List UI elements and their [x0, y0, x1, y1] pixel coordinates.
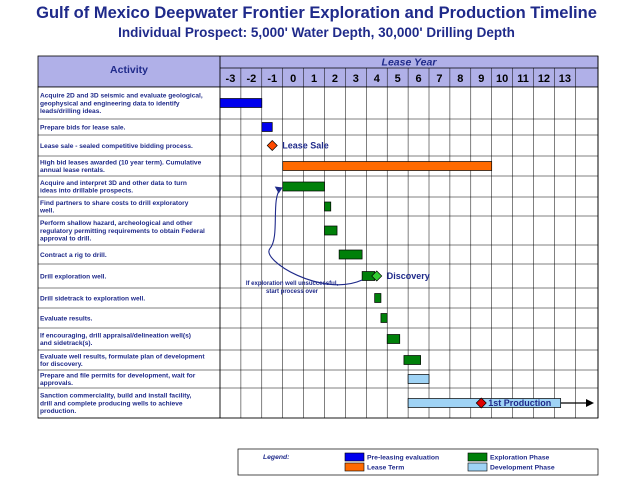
chart-subtitle: Individual Prospect: 5,000' Water Depth, 30,000' Drilling Depth	[118, 25, 515, 40]
task-bar	[408, 375, 429, 384]
legend-label: Pre-leasing evaluation	[367, 454, 440, 462]
activity-label: Lease sale - sealed competitive bidding process.	[40, 142, 193, 150]
task-bar	[339, 250, 362, 259]
x-tick-label: 10	[496, 73, 509, 85]
task-bar	[375, 294, 381, 303]
x-tick-label: 6	[415, 73, 422, 85]
task-bar	[283, 162, 492, 171]
legend-swatch	[468, 453, 487, 461]
activity-label: Acquire 2D and 3D seismic and evaluate geological, geophysical and engineering data to identify leads/drilling ideas.	[40, 92, 203, 115]
activity-label: High bid leases awarded (10 year term). Cumulative annual lease rentals.	[40, 159, 202, 175]
activity-label: Evaluate well results, formulate plan of development for discovery.	[40, 353, 205, 369]
x-tick-label: 8	[457, 73, 464, 85]
activity-label: Find partners to share costs to drill exploratory well.	[40, 200, 189, 215]
legend-swatch	[345, 453, 364, 461]
activity-label: If encouraging, drill appraisal/delineation well(s) and sidetrack(s).	[40, 332, 191, 348]
x-tick-label: 13	[558, 73, 571, 85]
task-bar	[283, 182, 325, 191]
task-bar	[404, 356, 421, 365]
legend-label: Exploration Phase	[490, 454, 550, 462]
legend-label: Lease Term	[367, 464, 405, 472]
activity-header: Activity	[110, 64, 148, 76]
x-tick-label: 0	[290, 73, 297, 85]
x-tick-label: 5	[394, 73, 401, 85]
task-bar	[220, 99, 262, 108]
activity-label: Sanction commerciality, build and install facility, drill and complete producing wells to achieve production.	[40, 392, 192, 415]
activity-label: Perform shallow hazard, archeological and other regulatory permitting requirements to obtain Federal approval to drill.	[40, 220, 205, 243]
activity-label: Evaluate results.	[40, 315, 93, 323]
x-tick-label: 11	[517, 73, 529, 85]
x-tick-label: 7	[436, 73, 443, 85]
x-tick-label: 4	[373, 73, 380, 85]
task-bar	[325, 202, 331, 211]
lease-year-header: Lease Year	[381, 56, 437, 69]
loop-note-line-1: If exploration well unsuccessful,	[245, 281, 339, 287]
activity-label: Drill exploration well.	[40, 273, 107, 281]
task-bar	[381, 314, 387, 323]
discovery-label: Discovery	[386, 271, 430, 281]
lease-sale-label: Lease Sale	[282, 140, 329, 151]
x-tick-label: -2	[246, 73, 257, 85]
activity-label: Prepare and file permits for development, wait for approvals.	[40, 372, 196, 388]
activity-label: Contract a rig to drill.	[40, 251, 107, 259]
activity-label: Acquire and interpret 3D and other data to turn ideas into drillable prospects.	[40, 180, 187, 195]
first-production-label: 1st Production	[488, 398, 552, 408]
x-tick-label: -1	[267, 73, 278, 85]
legend-swatch	[468, 463, 487, 471]
x-tick-label: -3	[225, 73, 236, 85]
task-bar	[387, 335, 400, 344]
x-tick-label: 12	[537, 73, 551, 85]
legend-label: Development Phase	[490, 464, 555, 472]
loop-note-line-2: start process over	[265, 289, 319, 295]
activity-label: Drill sidetrack to exploration well.	[40, 295, 146, 303]
x-tick-label: 9	[478, 73, 485, 85]
task-bar	[262, 123, 272, 132]
x-tick-label: 1	[310, 73, 318, 85]
task-bar	[325, 226, 338, 235]
legend-swatch	[345, 463, 364, 471]
grid-body	[38, 87, 598, 418]
x-tick-label: 2	[331, 73, 339, 85]
chart-title: Gulf of Mexico Deepwater Frontier Exploration and Production Timeline	[36, 4, 597, 22]
legend-title: Legend:	[263, 454, 290, 461]
x-tick-label: 3	[352, 73, 359, 85]
activity-label: Prepare bids for lease sale.	[40, 124, 126, 132]
